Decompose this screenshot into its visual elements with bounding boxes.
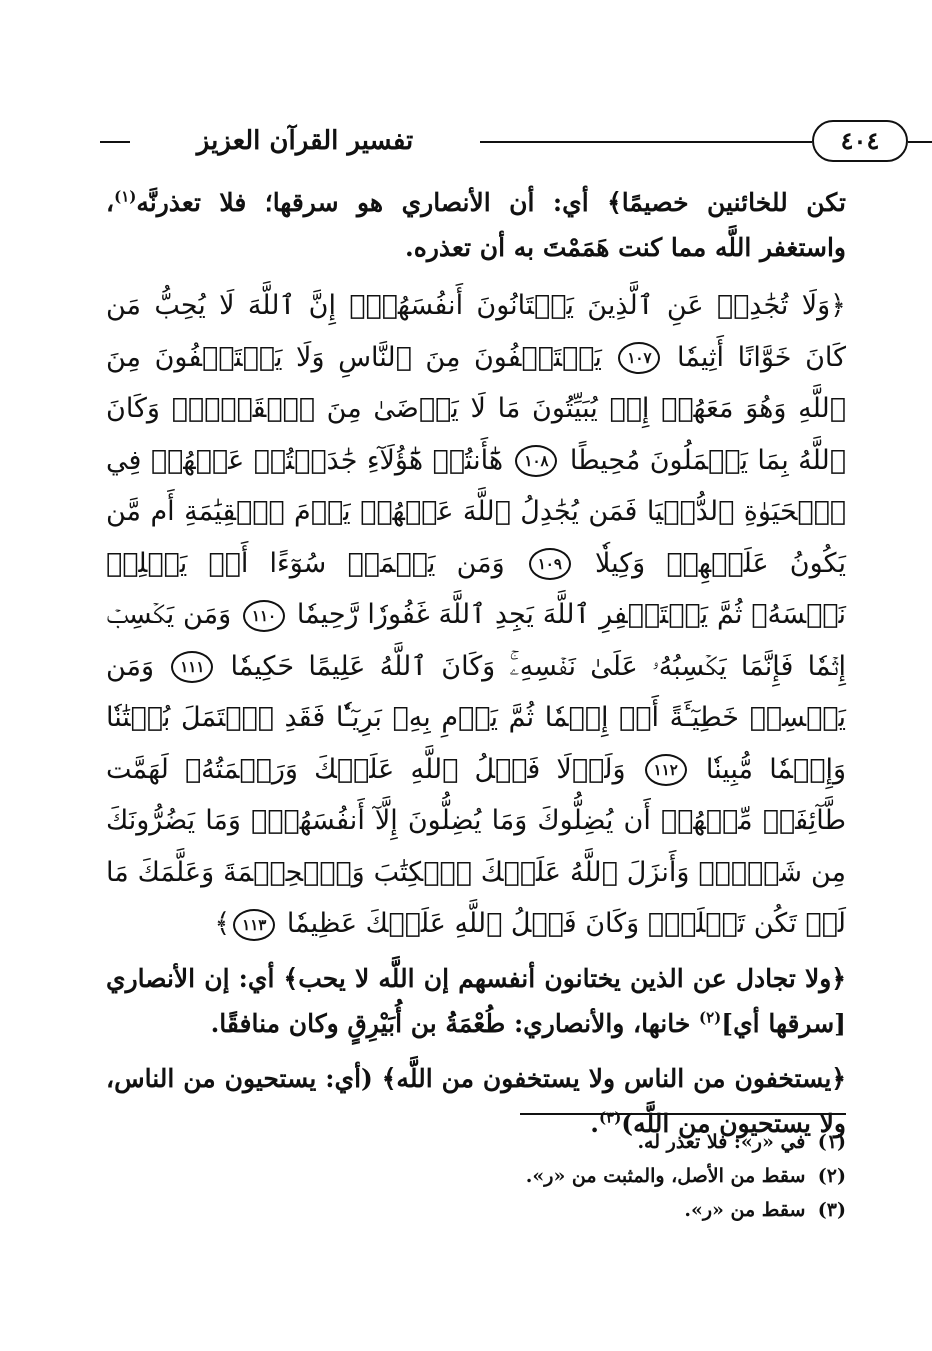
ayah-number-marker: ١٠٩ [529, 548, 571, 580]
verse-close-bracket: ﴾ [214, 908, 231, 939]
page-header [100, 116, 880, 166]
intro-paragraph [106, 180, 846, 270]
quran-verse-block [106, 280, 846, 950]
footnote-ref-1: (١) [114, 187, 137, 206]
footnote-ref-3: (٣) [599, 1108, 622, 1127]
running-title: تفسير القرآن العزيز [196, 126, 414, 156]
footnote-number: (١) [817, 1131, 846, 1153]
intro-text-end: ، واستغفر اللَّه مما كنت هَمَمْتَ به أن تعذره. [106, 188, 846, 262]
commentary-text: ﴿ولا تجادل عن الذين يختانون أنفسهم إن اللَّه لا يحب﴾ أي: إن الأنصاري [سرقها أي] [106, 963, 846, 1038]
commentary-paragraph [106, 956, 846, 1046]
header-rule-middle [480, 141, 812, 143]
verse-segment: هَٰٓأَنتُمۡ هَٰٓؤُلَآءِ جَٰدَلۡتُمۡ عَنۡهُمۡ فِي ٱلۡحَيَوٰةِ ٱلدُّنۡيَا فَمَن يُجَٰدِلُ ٱللَّهَ عَنۡهُمۡ يَوۡمَ ٱلۡقِيَٰمَةِ أَم مَّن يَكُونُ عَلَيۡهِمۡ وَكِيلٗا [106, 444, 847, 579]
footnote-text: في «ر»: فلا تعذر له. [637, 1131, 806, 1153]
footnote-ref-2: (٢) [699, 1008, 722, 1027]
ayah-number-marker: ١٠٨ [515, 445, 557, 477]
footnote [300, 1125, 846, 1159]
ayah-number-marker: ١١٣ [233, 909, 275, 941]
footnote-text: سقط من «ر». [684, 1199, 806, 1221]
ayah-number-marker: ١١٢ [645, 754, 687, 786]
commentary-text-end: خانها، والأنصاري: طُعْمَةُ بن أُبَيْرِقٍ وكان منافقًا. [210, 1008, 699, 1038]
footnote [300, 1193, 846, 1227]
verse-segment: وَمَن يَكۡسِبۡ خَطِيٓـَٔةً أَوۡ إِثۡمٗا ثُمَّ يَرۡمِ بِهِۦ بَرِيٓـٔٗا فَقَدِ ٱحۡتَمَلَ بُهۡتَٰنٗا وَإِثۡمٗا مُّبِينٗا [106, 650, 846, 785]
footnote-number: (٣) [817, 1199, 846, 1221]
ayah-number-marker: ١٠٧ [618, 342, 660, 374]
intro-text: تكن للخائنين خصيمًا﴾ أي: أن الأنصاري هو سرقها؛ فلا تعذرنَّه [136, 188, 846, 217]
commentary-text: ﴿يستخفون من الناس ولا يستخفون من اللَّه﴾ (أي: يستحيون من الناس، ولا يستحيون من اللَّه) [106, 1063, 846, 1138]
verse-segment: وَمَن يَكۡسِبۡ إِثۡمٗا فَإِنَّمَا يَكۡسِبُهُۥ عَلَىٰ نَفۡسِهِۦۚ وَكَانَ ٱللَّهُ عَلِيمًا حَكِيمٗا [106, 599, 846, 682]
footnote-number: (٢) [817, 1165, 846, 1187]
verse-segment: وَمَن يَعۡمَلۡ سُوٓءًا أَوۡ يَظۡلِمۡ نَفۡسَهُۥ ثُمَّ يَسۡتَغۡفِرِ ٱللَّهَ يَجِدِ ٱللَّهَ غَفُورٗا رَّحِيمٗا [106, 547, 846, 630]
footnote [300, 1159, 846, 1193]
header-rule-left [100, 141, 130, 143]
commentary-text-end: . [590, 1108, 600, 1138]
body-text [106, 180, 846, 1156]
header-rule-right [908, 141, 932, 143]
verse-segment: وَلَوۡلَا فَضۡلُ ٱللَّهِ عَلَيۡكَ وَرَحۡمَتُهُۥ لَهَمَّت طَّآئِفَةٞ مِّنۡهُمۡ أَن يُضِلُّوكَ وَمَا يُضِلُّونَ إِلَّآ أَنفُسَهُمۡۖ وَمَا يَضُرُّونَكَ مِن شَيۡءٖۚ وَأَنزَلَ ٱللَّهُ عَلَيۡكَ ٱلۡكِتَٰبَ وَٱلۡحِكۡمَةَ وَعَلَّمَكَ مَا لَمۡ تَكُن تَعۡلَمُۚ وَكَانَ فَضۡلُ ٱللَّهِ عَلَيۡكَ عَظِيمٗا [106, 753, 846, 939]
ayah-number-marker: ١١١ [171, 651, 213, 683]
footnotes [300, 1125, 846, 1227]
footnote-text: سقط من الأصل، والمثبت من «ر». [525, 1165, 806, 1187]
verse-segment: يَسۡتَخۡفُونَ مِنَ ٱلنَّاسِ وَلَا يَسۡتَخۡفُونَ مِنَ ٱللَّهِ وَهُوَ مَعَهُمۡ إِذۡ يُبَيِّتُونَ مَا لَا يَرۡضَىٰ مِنَ ٱلۡقَوۡلِۚ وَكَانَ ٱللَّهُ بِمَا يَعۡمَلُونَ مُحِيطًا [106, 341, 846, 476]
page-number: ٤٠٤ [812, 120, 908, 162]
footnote-separator [520, 1113, 846, 1115]
ayah-number-marker: ١١٠ [243, 600, 285, 632]
verse-segment: ﴿وَلَا تُجَٰدِلۡ عَنِ ٱلَّذِينَ يَخۡتَانُونَ أَنفُسَهُمۡۚ إِنَّ ٱللَّهَ لَا يُحِبُّ مَن كَانَ خَوَّانًا أَثِيمٗا [106, 290, 846, 373]
